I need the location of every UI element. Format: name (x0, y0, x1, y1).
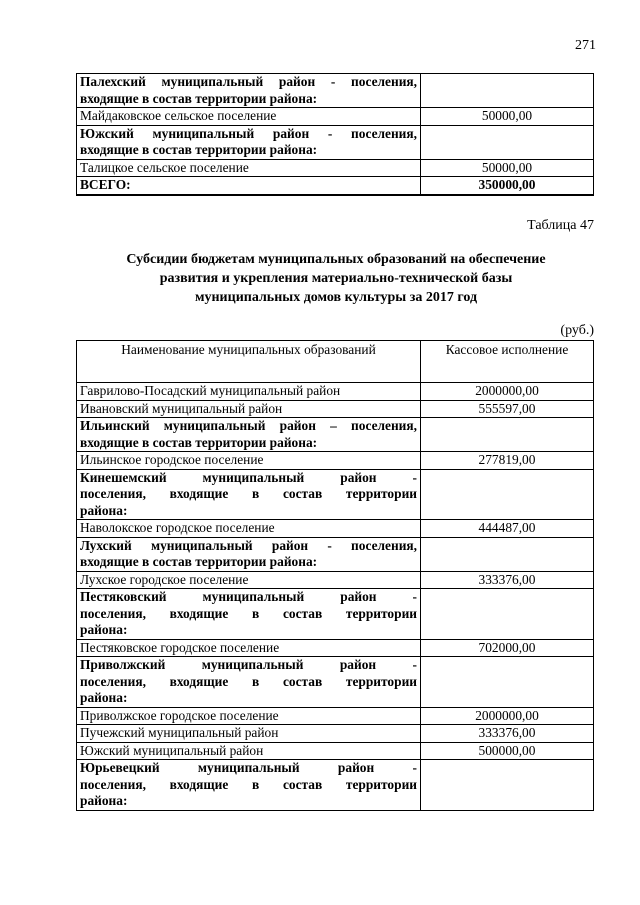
table-row (77, 537, 594, 571)
title-line: Субсидии бюджетам муниципальных образований на обеспечение (126, 252, 546, 267)
row-value-cell: 2000000,00 (421, 707, 594, 725)
row-name-line: Южский муниципальный район (80, 742, 264, 758)
table-title (80, 250, 592, 307)
row-name-cell (77, 469, 421, 520)
table-row (77, 707, 594, 725)
row-value-cell: 2000000,00 (421, 383, 594, 401)
table-row (77, 571, 594, 589)
row-name-line: Ильинский муниципальный район – поселения, (80, 418, 417, 433)
row-name-cell (77, 159, 421, 177)
row-name-line: Пучежский муниципальный район (80, 725, 279, 740)
row-name-line: Майдаковское сельское поселение (80, 108, 277, 123)
row-name-line: входящие в состав территории района: (80, 90, 318, 106)
row-value-cell (421, 760, 594, 811)
row-name-cell (77, 742, 421, 760)
row-value-cell (421, 469, 594, 520)
row-value-cell (421, 537, 594, 571)
table-label: Таблица 47 (527, 218, 594, 233)
table-row (77, 74, 594, 108)
row-value-cell: 50000,00 (421, 108, 594, 126)
row-value-cell: 555597,00 (421, 400, 594, 418)
row-name-line: Палехский муниципальный район - поселения, (80, 74, 417, 89)
table-row (77, 125, 594, 159)
row-name-line: Лухское городское поселение (80, 571, 249, 587)
row-name-line: района: (80, 793, 128, 808)
row-name-line: Приволжское городское поселение (80, 707, 279, 723)
unit-label: (руб.) (560, 323, 594, 338)
table-row (77, 452, 594, 470)
row-name-cell (77, 418, 421, 452)
row-name-cell (77, 571, 421, 589)
table-row (77, 725, 594, 743)
title-line: муниципальных домов культуры за 2017 год (194, 290, 478, 305)
row-value-cell: 350000,00 (421, 177, 594, 195)
row-value-cell: 277819,00 (421, 452, 594, 470)
row-name-line: Наволокское городское поселение (80, 520, 275, 535)
table-row (77, 159, 594, 177)
table-row (77, 657, 594, 708)
table-row (77, 469, 594, 520)
row-name-line: входящие в состав территории района: (80, 142, 318, 157)
page-number: 271 (575, 38, 596, 53)
row-name-line: Юрьевецкий муниципальный район - (80, 760, 417, 775)
row-name-line: поселения, входящие в состав территории (80, 605, 417, 621)
row-value-cell (421, 657, 594, 708)
row-name-line: района: (80, 502, 128, 518)
row-name-cell (77, 383, 421, 401)
table-row (77, 589, 594, 640)
row-value-cell: 333376,00 (421, 571, 594, 589)
header-name-column: Наименование муниципальных образований (77, 341, 421, 383)
row-name-cell (77, 452, 421, 470)
row-value-cell: 50000,00 (421, 159, 594, 177)
table-row (77, 520, 594, 538)
row-value-cell: 500000,00 (421, 742, 594, 760)
row-name-line: входящие в состав территории района: (80, 434, 318, 450)
row-name-cell (77, 707, 421, 725)
row-name-line: Гаврилово-Посадский муниципальный район (80, 383, 341, 398)
row-name-line: поселения, входящие в состав территории (80, 486, 417, 501)
row-value-cell (421, 418, 594, 452)
row-name-cell (77, 537, 421, 571)
row-name-line: Приволжский муниципальный район - (80, 657, 417, 672)
row-name-cell (77, 760, 421, 811)
table-1 (76, 73, 594, 196)
row-name-line: Лухский муниципальный район - поселения, (80, 537, 417, 553)
row-value-cell: 444487,00 (421, 520, 594, 538)
row-name-line: Кинешемский муниципальный район - (80, 469, 417, 485)
row-name-cell (77, 520, 421, 538)
table-2 (76, 340, 594, 811)
table-row (77, 383, 594, 401)
row-name-cell (77, 125, 421, 159)
table-row (77, 760, 594, 811)
header-row (77, 341, 594, 383)
row-name-cell (77, 639, 421, 657)
row-name-line: Талицкое сельское поселение (80, 159, 249, 175)
table-row (77, 639, 594, 657)
row-name-cell (77, 177, 421, 195)
row-value-cell: 333376,00 (421, 725, 594, 743)
row-name-line: района: (80, 690, 128, 705)
row-name-cell (77, 108, 421, 126)
table-row (77, 400, 594, 418)
title-line: развития и укрепления материально-технической базы (159, 271, 513, 286)
row-name-cell (77, 74, 421, 108)
row-name-cell (77, 589, 421, 640)
row-value-cell (421, 74, 594, 108)
row-name-line: Пестяковское городское поселение (80, 639, 280, 655)
row-name-line: Ильинское городское поселение (80, 452, 264, 467)
row-name-line: Южский муниципальный район - поселения, (80, 125, 417, 141)
row-name-line: ВСЕГО: (80, 177, 131, 192)
row-name-cell (77, 400, 421, 418)
table-row (77, 108, 594, 126)
row-name-line: входящие в состав территории района: (80, 554, 318, 569)
row-value-cell: 702000,00 (421, 639, 594, 657)
row-name-cell (77, 657, 421, 708)
row-name-line: Пестяковский муниципальный район - (80, 589, 417, 604)
row-name-line: района: (80, 622, 128, 637)
table-row (77, 418, 594, 452)
row-value-cell (421, 125, 594, 159)
row-name-line: поселения, входящие в состав территории (80, 776, 417, 792)
row-name-line: поселения, входящие в состав территории (80, 673, 417, 689)
header-value-column: Кассовое исполнение (421, 341, 594, 383)
table-row (77, 742, 594, 760)
row-value-cell (421, 589, 594, 640)
total-row (77, 177, 594, 195)
row-name-line: Ивановский муниципальный район (80, 400, 283, 416)
row-name-cell (77, 725, 421, 743)
